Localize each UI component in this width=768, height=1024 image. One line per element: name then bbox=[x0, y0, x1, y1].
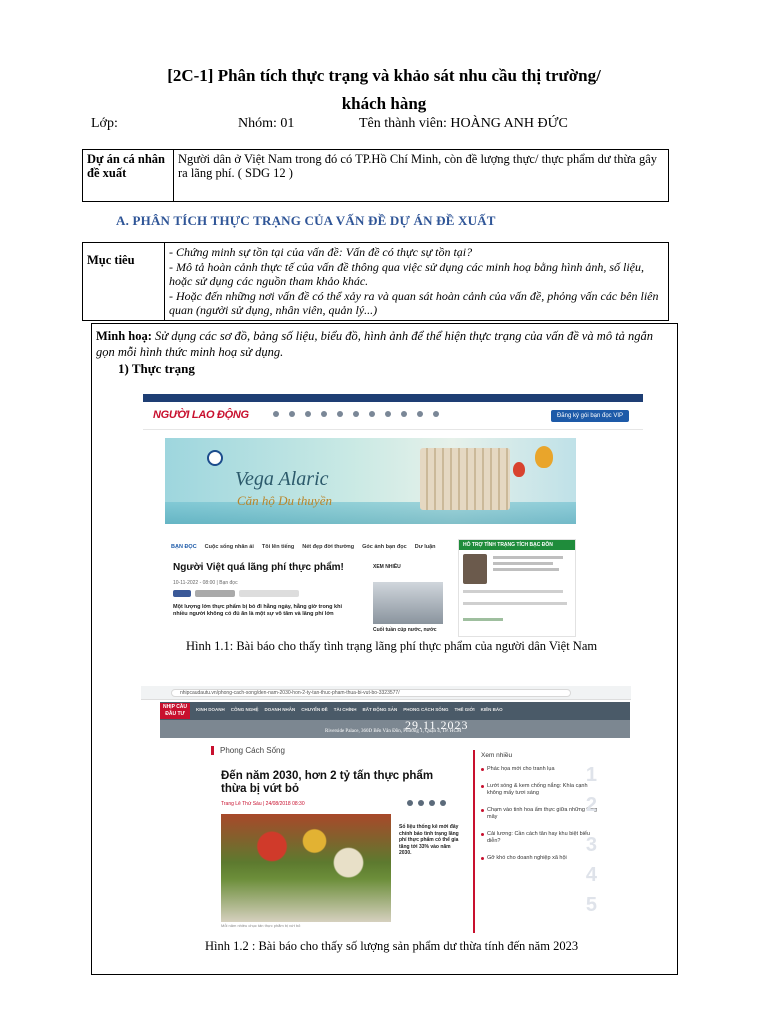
vegetables-image bbox=[221, 814, 391, 922]
tab: Góc ảnh bạn đọc bbox=[362, 544, 407, 550]
article-date: Trang Lê Thứ Sáu | 24/08/2018 08:30 bbox=[221, 801, 305, 807]
article-lead: Một lượng lớn thực phẩm bị bỏ đi hằng ngày, hằng giờ trong khi nhiều người không có đủ ăn là một sự vô tâm và lãng phí lớn bbox=[173, 604, 342, 617]
group-label: Nhóm: 01 bbox=[238, 116, 295, 131]
follow-icon bbox=[195, 590, 235, 597]
rank-number: 5 bbox=[585, 894, 597, 916]
ad-title: Vega Alaric bbox=[235, 468, 329, 490]
facebook-icon bbox=[407, 800, 413, 806]
nld-logo: NGƯỜI LAO ĐỘNG bbox=[153, 409, 249, 421]
event-banner bbox=[160, 720, 630, 738]
sidebar-line bbox=[493, 562, 553, 565]
twitter-icon bbox=[418, 800, 424, 806]
section-tabs bbox=[171, 544, 436, 550]
illustration-intro bbox=[96, 328, 671, 360]
subheading-thuc-trang: 1) Thực trạng bbox=[118, 361, 195, 376]
illustration-desc: Sử dụng các sơ đồ, bảng số liệu, biểu đồ, hình ảnh để thể hiện thực trạng của vấn đề và mô tả ngắn gọn mỗi hình thức minh hoạ sử dụng. bbox=[96, 329, 654, 359]
share-buttons bbox=[173, 590, 299, 597]
nav-item: CHUYỂN ĐỀ bbox=[301, 707, 328, 712]
rank-number: 4 bbox=[585, 864, 597, 886]
tab-ban-doc: BẠN ĐỌC bbox=[171, 544, 197, 550]
nav-icon bbox=[273, 411, 279, 417]
nav-icon bbox=[369, 411, 375, 417]
site-nav bbox=[160, 702, 630, 720]
illustration-box bbox=[91, 323, 678, 975]
class-label: Lớp: bbox=[91, 116, 118, 131]
nav-icon bbox=[321, 411, 327, 417]
xem-nhieu-list bbox=[481, 766, 601, 872]
figure2-caption: Hình 1.2 : Bài báo cho thấy số lượng sản phẩm dư thừa tính đến năm 2023 bbox=[205, 939, 579, 953]
article-title: Người Việt quá lãng phí thực phẩm! bbox=[173, 562, 344, 573]
site-header bbox=[143, 402, 643, 430]
xem-nhieu-image bbox=[373, 582, 443, 624]
banner-address: Riverside Palace, 360D Bến Vân Đồn, Phường 1, Quận 4, TP. HCM bbox=[325, 729, 462, 734]
list-item: Gỡ khó cho doanh nghiệp xã hội bbox=[481, 855, 601, 862]
section-breadcrumb: Phong Cách Sống bbox=[211, 746, 285, 755]
list-item: Phác họa mới cho tranh lụa bbox=[481, 766, 601, 773]
goal-line: - Chứng minh sự tồn tại của vấn đề: Vấn đề có thực sự tồn tại? bbox=[169, 245, 473, 259]
ad-logo-icon bbox=[207, 450, 223, 466]
section-a-heading: A. PHÂN TÍCH THỰC TRẠNG CỦA VẤN ĐỀ DỰ ÁN ĐỀ XUẤT bbox=[116, 213, 496, 228]
ad-banner bbox=[165, 438, 576, 524]
nav-icon bbox=[401, 411, 407, 417]
list-item: Cải lương: Cần cách tân hay khu biệt biểu diễn? bbox=[481, 831, 601, 845]
nav-icon bbox=[337, 411, 343, 417]
vip-button: Đăng ký gói bạn đọc VIP bbox=[551, 410, 629, 422]
sidebar-line bbox=[463, 590, 563, 593]
nav-item: KINH DOANH bbox=[196, 707, 225, 712]
tab: Cuộc sống nhân ái bbox=[204, 544, 254, 550]
tab: Dư luận bbox=[414, 544, 436, 550]
project-text: Người dân ở Việt Nam trong đó có TP.Hồ Chí Minh, còn đề lượng thực/ thực phẩm dư thừa gây ra lãng phí. ( SDG 12 ) bbox=[174, 150, 669, 202]
share-icon bbox=[429, 800, 435, 806]
browser-chrome bbox=[141, 686, 631, 700]
tab: Nét đẹp đời thường bbox=[302, 544, 355, 550]
image-caption: Mỗi năm nhiều chục tấn thực phẩm bị vứt bỏ bbox=[221, 923, 301, 928]
article-date: 10-11-2022 - 08:00 | Bạn đọc bbox=[173, 580, 238, 586]
banner-date: 29.11.2023 bbox=[405, 718, 469, 732]
messenger-icon bbox=[440, 800, 446, 806]
ad-sea bbox=[165, 502, 576, 524]
nav-item: TÀI CHÍNH bbox=[333, 707, 357, 712]
figure1-caption: Hình 1.1: Bài báo cho thấy tình trạng lãng phí thực phẩm của người dân Việt Nam bbox=[186, 639, 598, 653]
rank-number: 1 bbox=[585, 764, 597, 786]
title-line-2: khách hàng bbox=[341, 94, 427, 113]
xem-nhieu-label: XEM NHIỀU bbox=[373, 564, 401, 570]
project-table bbox=[82, 149, 669, 202]
project-label: Dự án cá nhân đề xuất bbox=[83, 150, 174, 202]
goal-table bbox=[82, 242, 669, 321]
ad-building bbox=[420, 448, 510, 510]
nav-icon bbox=[305, 411, 311, 417]
goal-line: - Hoặc đến những nơi vấn đề có thể xảy ra và quan sát hoàn cảnh của vấn đề, phỏng vấn các bên liên quan (người sử dụng, nhân viên, quản lý...) bbox=[169, 288, 659, 317]
sidebar-box bbox=[458, 539, 576, 637]
sidebar-line bbox=[493, 556, 563, 559]
balloon-icon bbox=[535, 446, 553, 468]
illustration-label: Minh hoạ: bbox=[96, 329, 152, 343]
figure1-screenshot bbox=[143, 394, 643, 637]
nav-icon bbox=[353, 411, 359, 417]
nav-icons bbox=[273, 411, 439, 417]
nav-item: DOANH NHÂN bbox=[264, 707, 296, 712]
sidebar-header: HỖ TRỢ TÌNH TRẠNG TÍCH BẠC ĐÔN bbox=[459, 540, 575, 550]
goal-line: - Mô tả hoàn cảnh thực tế của vấn đề thông qua việc sử dụng các minh hoạ bằng hình ảnh, số liệu, hoặc sử dụng các nguồn tham khảo khác. bbox=[169, 259, 645, 288]
nav-item: CÔNG NGHỆ bbox=[230, 707, 259, 712]
nav-item: BẤT ĐỘNG SẢN bbox=[362, 707, 398, 712]
sidebar-line bbox=[463, 618, 503, 621]
list-item: Lướt sóng & kem chống nắng: Khía cạnh không mấy tươi sáng bbox=[481, 783, 601, 797]
google-news-icon bbox=[239, 590, 299, 597]
sidebar-line bbox=[463, 602, 567, 605]
xem-nhieu-caption: Cuối tuần cúp nước, nước bbox=[373, 627, 437, 633]
site-topbar bbox=[143, 394, 643, 402]
tab: Tôi lên tiếng bbox=[261, 544, 295, 550]
nav-item: PHONG CÁCH SỐNG bbox=[403, 707, 449, 712]
ndt-logo: NHỊP CẦU ĐẦU TƯ bbox=[160, 703, 190, 719]
list-item: Chạm vào tinh hoa ẩm thực giữa những tầng mây bbox=[481, 807, 601, 821]
nav-item: KIẾN BÁO bbox=[480, 707, 503, 712]
figure2-screenshot bbox=[141, 686, 631, 933]
member-label: Tên thành viên: HOÀNG ANH ĐỨC bbox=[359, 116, 568, 131]
goal-label: Mục tiêu bbox=[83, 243, 165, 321]
nav-item: THẾ GIỚI bbox=[454, 707, 475, 712]
nav-icon bbox=[289, 411, 295, 417]
facebook-share-icon bbox=[173, 590, 191, 597]
rank-number: 2 bbox=[585, 794, 597, 816]
rank-number: 3 bbox=[585, 834, 597, 856]
title-line-1: [2C-1] Phân tích thực trạng và khảo sát nhu cầu thị trường/ bbox=[167, 66, 601, 85]
article-title: Đến năm 2030, hơn 2 tỷ tấn thực phẩm thừa bị vứt bỏ bbox=[221, 770, 434, 795]
sidebar-avatar bbox=[463, 554, 487, 584]
nav-icon bbox=[385, 411, 391, 417]
goal-content bbox=[165, 243, 669, 321]
ad-subtitle: Căn hộ Du thuyền bbox=[237, 493, 332, 508]
nav-items bbox=[196, 707, 503, 712]
xem-nhieu-panel bbox=[473, 750, 603, 933]
document-title bbox=[0, 62, 768, 118]
url-bar: nhipcaudautu.vn/phong-cach-song/den-nam-2030-hon-2-ty-tan-thuc-pham-thua-bi-vut-bo-3323577/ bbox=[171, 689, 571, 697]
xem-nhieu-heading: Xem nhiều bbox=[481, 752, 513, 759]
balloon-icon bbox=[513, 462, 525, 477]
sidebar-line bbox=[493, 568, 559, 571]
article-body: Số liệu thống kê mới đây chính bảo tình trạng lãng phí thực phẩm có thể gia tăng tới 33% vào năm 2030. bbox=[399, 824, 459, 856]
nav-icon bbox=[433, 411, 439, 417]
nav-icon bbox=[417, 411, 423, 417]
share-icons bbox=[407, 800, 446, 806]
